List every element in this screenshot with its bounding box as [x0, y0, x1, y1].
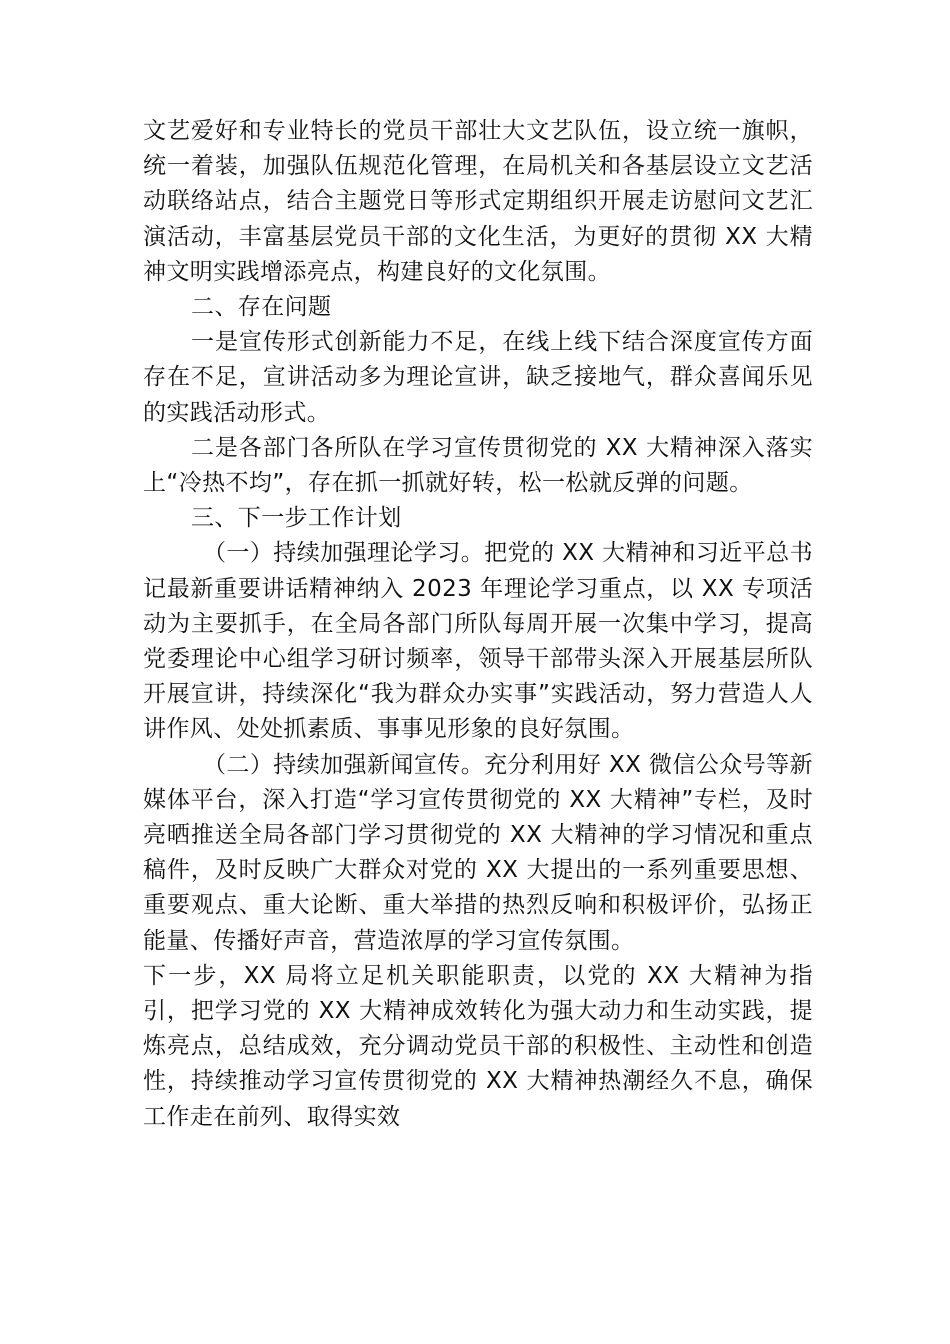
paragraph-plan-1: （一）持续加强理论学习。把党的 XX 大精神和习近平总书记最新重要讲话精神纳入 2023 年理论学习重点，以 XX 专项活动为主要抓手，在全局各部门所队每周开展一次集中学习，提高党委理论中心组学习研讨频率，领导干部带头深入开展基层所队开展宣讲，持续深化“我为群众办实事”实践活动，努力营造人人讲作风、处处抓素质、事事见形象的良好氛围。 — [143, 540, 813, 743]
document-body — [143, 114, 813, 1135]
paragraph-problem-2: 二是各部门各所队在学习宣传贯彻党的 XX 大精神深入落实上“冷热不均”，存在抓一抓就好转，松一松就反弹的问题。 — [143, 434, 813, 497]
section-heading-next-steps: 三、下一步工作计划 — [191, 505, 402, 532]
section-heading-problems: 二、存在问题 — [191, 294, 332, 321]
paragraph-conclusion: 下一步，XX 局将立足机关职能职责，以党的 XX 大精神为指引，把学习党的 XX 大精神成效转化为强大动力和生动实践，提炼亮点，总结成效，充分调动党员干部的积极性、主动性和创造性，持续推动学习宣传贯彻党的 XX 大精神热潮经久不息，确保工作走在前列、取得实效 — [143, 962, 813, 1130]
paragraph-continuation: 文艺爱好和专业特长的党员干部壮大文艺队伍，设立统一旗帜，统一着装，加强队伍规范化管理，在局机关和各基层设立文艺活动联络站点，结合主题党日等形式定期组织开展走访慰问文艺汇演活动，丰富基层党员干部的文化生活，为更好的贯彻 XX 大精神文明实践增添亮点，构建良好的文化氛围。 — [143, 118, 813, 285]
paragraph-plan-2: （二）持续加强新闻宣传。充分利用好 XX 微信公众号等新媒体平台，深入打造“学习宣传贯彻党的 XX 大精神”专栏，及时亮晒推送全局各部门学习贯彻党的 XX 大精神的学习情况和重点稿件，及时反映广大群众对党的 XX 大提出的一系列重要思想、重要观点、重大论断、重大举措的热烈反响和积极评价，弘扬正能量、传播好声音，营造浓厚的学习宣传氛围。 — [143, 751, 813, 954]
paragraph-problem-1: 一是宣传形式创新能力不足，在线上线下结合深度宣传方面存在不足，宣讲活动多为理论宣讲，缺乏接地气，群众喜闻乐见的实践活动形式。 — [143, 329, 813, 426]
